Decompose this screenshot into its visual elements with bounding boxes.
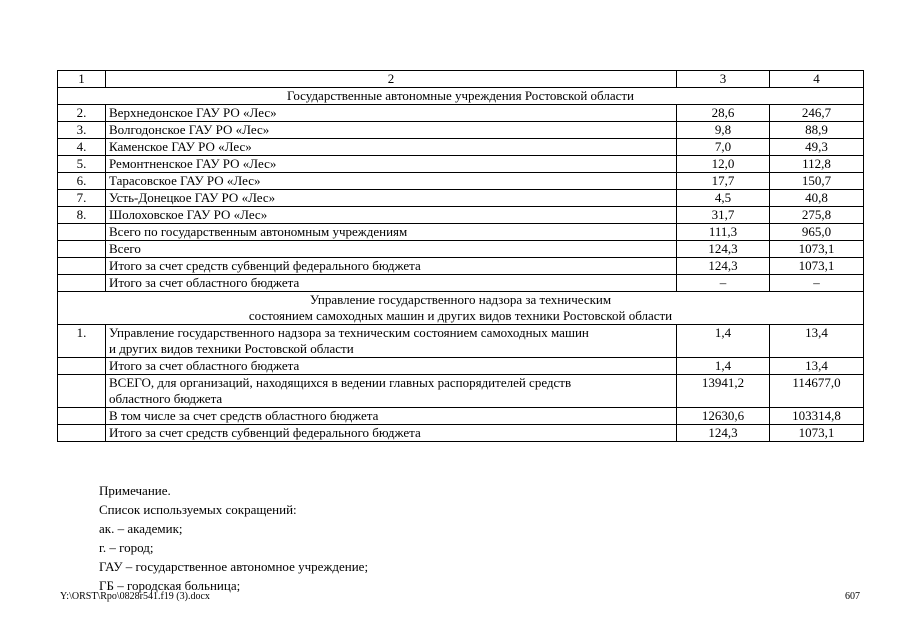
- row-value-col4: 114677,0: [770, 375, 864, 408]
- row-name: Верхнедонское ГАУ РО «Лес»: [106, 105, 677, 122]
- header-row: [58, 71, 864, 88]
- table-row: [58, 358, 864, 375]
- row-name: Итого за счет областного бюджета: [106, 275, 677, 292]
- row-value-col3: 124,3: [677, 241, 770, 258]
- row-name: Всего по государственным автономным учреждениям: [106, 224, 677, 241]
- row-value-col3: 7,0: [677, 139, 770, 156]
- section-title-line: Управление государственного надзора за техническим: [309, 292, 612, 307]
- row-name-line: областного бюджета: [109, 391, 223, 406]
- table-row: [58, 190, 864, 207]
- table-row: [58, 122, 864, 139]
- notes-title: Примечание.: [99, 483, 171, 498]
- row-name: Ремонтненское ГАУ РО «Лес»: [106, 156, 677, 173]
- header-col-3: 3: [677, 71, 770, 88]
- section-header-row: [58, 88, 864, 105]
- row-name: Итого за счет средств субвенций федерального бюджета: [106, 425, 677, 442]
- row-value-col4: 112,8: [770, 156, 864, 173]
- header-col-1: 1: [58, 71, 106, 88]
- row-name-line: Управление государственного надзора за техническим состоянием самоходных машин: [109, 325, 589, 340]
- row-value-col4: 150,7: [770, 173, 864, 190]
- section-title-line: состоянием самоходных машин и других видов техники Ростовской области: [248, 308, 673, 323]
- row-value-col3: –: [677, 275, 770, 292]
- row-number: 5.: [58, 156, 106, 173]
- row-name: Волгодонское ГАУ РО «Лес»: [106, 122, 677, 139]
- table-row: [58, 105, 864, 122]
- header-col-2: 2: [106, 71, 677, 88]
- section-title: [58, 292, 864, 325]
- table-row: [58, 408, 864, 425]
- row-value-col4: 13,4: [770, 358, 864, 375]
- table-row: [58, 139, 864, 156]
- row-name: Всего: [106, 241, 677, 258]
- row-number: [58, 375, 106, 408]
- row-name: В том числе за счет средств областного бюджета: [106, 408, 677, 425]
- footer-file-path: Y:\ORST\Rpo\0828r541.f19 (3).docx: [60, 591, 210, 602]
- row-number: 1.: [58, 325, 106, 358]
- row-value-col4: 1073,1: [770, 258, 864, 275]
- row-name: Итого за счет средств субвенций федерального бюджета: [106, 258, 677, 275]
- row-number: [58, 408, 106, 425]
- row-value-col4: 40,8: [770, 190, 864, 207]
- table-row: [58, 325, 864, 358]
- table-row: [58, 375, 864, 408]
- row-value-col3: 28,6: [677, 105, 770, 122]
- row-number: 2.: [58, 105, 106, 122]
- budget-table: [57, 70, 864, 442]
- row-name-line: ВСЕГО, для организаций, находящихся в ведении главных распорядителей средств: [109, 375, 572, 390]
- row-value-col4: 965,0: [770, 224, 864, 241]
- section-title: Государственные автономные учреждения Ростовской области: [58, 88, 864, 105]
- row-value-col3: 111,3: [677, 224, 770, 241]
- table-row: [58, 241, 864, 258]
- footer-page-number: 607: [845, 591, 860, 602]
- row-number: [58, 258, 106, 275]
- row-number: 6.: [58, 173, 106, 190]
- row-value-col3: 9,8: [677, 122, 770, 139]
- row-number: 8.: [58, 207, 106, 224]
- table-row: [58, 224, 864, 241]
- abbreviation-item: ак. – академик;: [99, 521, 183, 536]
- row-number: [58, 425, 106, 442]
- row-number: 3.: [58, 122, 106, 139]
- row-value-col3: 31,7: [677, 207, 770, 224]
- row-name: Шолоховское ГАУ РО «Лес»: [106, 207, 677, 224]
- notes-block: [99, 481, 368, 595]
- row-number: [58, 241, 106, 258]
- row-value-col3: 124,3: [677, 425, 770, 442]
- row-value-col4: 49,3: [770, 139, 864, 156]
- row-number: [58, 358, 106, 375]
- budget-table-body: [58, 71, 864, 442]
- row-value-col3: 124,3: [677, 258, 770, 275]
- table-row: [58, 173, 864, 190]
- table-row: [58, 207, 864, 224]
- table-row: [58, 258, 864, 275]
- row-name: Каменское ГАУ РО «Лес»: [106, 139, 677, 156]
- row-value-col3: 13941,2: [677, 375, 770, 408]
- row-value-col3: 1,4: [677, 325, 770, 358]
- section-header-row: [58, 292, 864, 325]
- row-value-col4: 1073,1: [770, 241, 864, 258]
- row-value-col4: –: [770, 275, 864, 292]
- row-value-col3: 12,0: [677, 156, 770, 173]
- row-value-col3: 17,7: [677, 173, 770, 190]
- row-name: Усть-Донецкое ГАУ РО «Лес»: [106, 190, 677, 207]
- abbreviation-item: г. – город;: [99, 540, 154, 555]
- row-number: 4.: [58, 139, 106, 156]
- row-value-col4: 88,9: [770, 122, 864, 139]
- header-col-4: 4: [770, 71, 864, 88]
- row-value-col4: 246,7: [770, 105, 864, 122]
- row-name-line: и других видов техники Ростовской области: [109, 341, 354, 356]
- row-name: Тарасовское ГАУ РО «Лес»: [106, 173, 677, 190]
- row-value-col4: 103314,8: [770, 408, 864, 425]
- row-name: [106, 325, 677, 358]
- row-value-col3: 4,5: [677, 190, 770, 207]
- row-number: [58, 224, 106, 241]
- notes-subtitle: Список используемых сокращений:: [99, 502, 297, 517]
- row-number: 7.: [58, 190, 106, 207]
- row-name: Итого за счет областного бюджета: [106, 358, 677, 375]
- row-value-col4: 1073,1: [770, 425, 864, 442]
- row-name: [106, 375, 677, 408]
- table-row: [58, 275, 864, 292]
- abbreviation-item: ГБ – городская больница;: [99, 578, 241, 593]
- table-row: [58, 425, 864, 442]
- abbreviation-item: ГАУ – государственное автономное учреждение;: [99, 559, 369, 574]
- row-value-col4: 13,4: [770, 325, 864, 358]
- row-value-col3: 1,4: [677, 358, 770, 375]
- row-number: [58, 275, 106, 292]
- row-value-col4: 275,8: [770, 207, 864, 224]
- table-row: [58, 156, 864, 173]
- row-value-col3: 12630,6: [677, 408, 770, 425]
